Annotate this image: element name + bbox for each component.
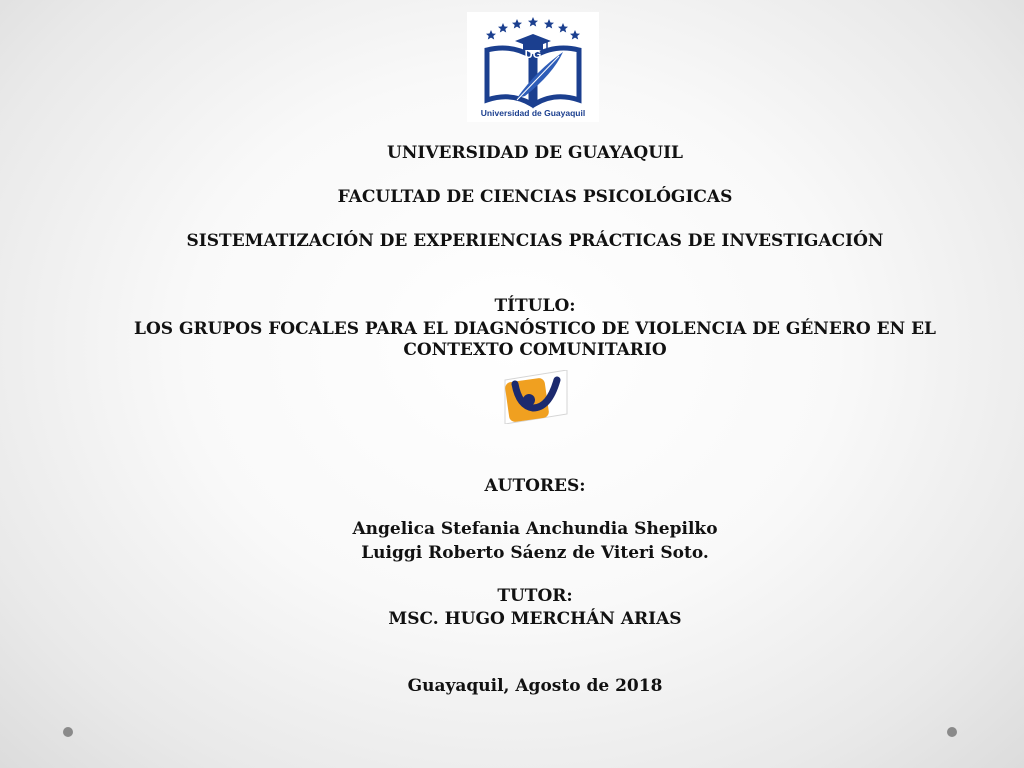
slide-decoration-dot bbox=[947, 727, 957, 737]
faculty-name: FACULTAD DE CIENCIAS PSICOLÓGICAS bbox=[337, 187, 733, 207]
title-label: TÍTULO: bbox=[494, 296, 576, 316]
university-name: UNIVERSIDAD DE GUAYAQUIL bbox=[387, 143, 683, 163]
author-name: Luiggi Roberto Sáenz de Viteri Soto. bbox=[361, 543, 709, 563]
faculty-logo bbox=[503, 370, 569, 424]
thesis-title: LOS GRUPOS FOCALES PARA EL DIAGNÓSTICO DE VIOLENCIA DE GÉNERO EN EL CONTEXTO COMUNITARIO bbox=[134, 319, 936, 360]
university-logo bbox=[467, 12, 599, 122]
author-name: Angelica Stefania Anchundia Shepilko bbox=[352, 519, 718, 539]
program-name: SISTEMATIZACIÓN DE EXPERIENCIAS PRÁCTICAS DE INVESTIGACIÓN bbox=[186, 231, 884, 251]
slide-decoration-dot bbox=[63, 727, 73, 737]
place-date: Guayaquil, Agosto de 2018 bbox=[407, 676, 663, 696]
authors-label: AUTORES: bbox=[484, 476, 586, 496]
logo-caption: Universidad de Guayaquil bbox=[480, 108, 586, 118]
logo-monogram: UG bbox=[524, 49, 542, 61]
tutor-name: MSC. HUGO MERCHÁN ARIAS bbox=[388, 609, 682, 629]
tutor-label: TUTOR: bbox=[497, 586, 573, 606]
